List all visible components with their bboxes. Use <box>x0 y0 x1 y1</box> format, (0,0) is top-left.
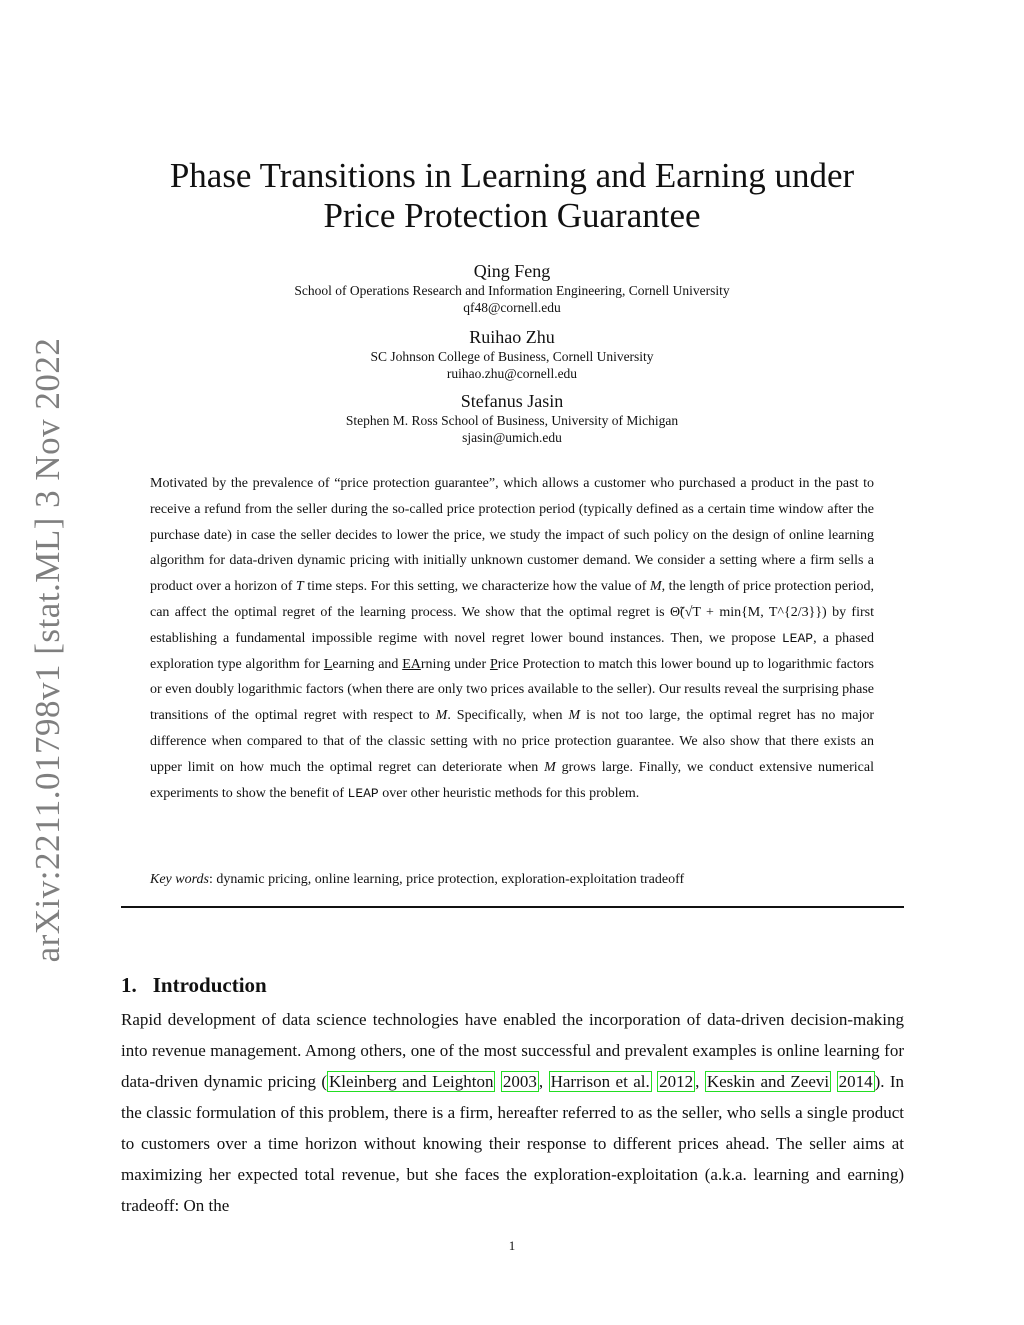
abstract-paragraph <box>150 471 874 806</box>
author-email[interactable]: ruihao.zhu@cornell.edu <box>446 366 578 381</box>
citation-separator: , <box>695 1072 705 1091</box>
algorithm-name: LEAP <box>781 630 814 646</box>
abstract-text: Motivated by the prevalence of “price protection guarantee”, which allows a customer who purchased a product in the past to receive a refund from the seller during the so-called price protection period (typically defined as a certain time window after the purchase date) in case the seller decides to lower the price, we study the impact of such policy on the design of online learning algorithm for data-driven dynamic pricing with initially unknown customer demand. We consider a setting where a firm sells a product over a horizon of <box>150 476 874 595</box>
abstract-text: , the length of price protection period, can affect the optimal regret of the learning process. We show that the optimal regret is <box>150 579 874 620</box>
math-T: T <box>295 579 304 595</box>
section-title: Introduction <box>152 973 267 997</box>
intro-text: Rapid development of data science technologies have enabled the incorporation of data-driven decision-making into revenue management. Among others, one of the most successful and prevalent examples is online learning for data-driven dynamic pricing ( <box>121 1010 904 1091</box>
abstract-text: rning under <box>420 656 490 672</box>
abstract-text: grows large. Finally, we conduct extensive numerical experiments to show the benefit of <box>150 759 874 801</box>
abstract-text: time steps. For this setting, we characterize how the value of <box>303 579 650 595</box>
citation-year-link[interactable]: 2012 <box>659 1072 694 1091</box>
title-line-1: Phase Transitions in Learning and Earning under <box>169 156 855 195</box>
author-affiliation: Stephen M. Ross School of Business, University of Michigan <box>345 413 679 428</box>
abstract-text: earning and <box>332 656 403 672</box>
author-name: Stefanus Jasin <box>460 391 564 411</box>
acronym-letter: L <box>323 656 333 672</box>
introduction-body <box>121 1004 904 1221</box>
keywords-text: dynamic pricing, online learning, price protection, exploration-exploitation tradeoff <box>216 872 685 887</box>
abstract-text: is not too large, the optimal regret has no major difference when compared to that of the classic setting with no price protection guarantee. We also show that there exists an upper limit on how much the optimal regret can deteriorate when <box>150 708 874 775</box>
abstract-text: . Specifically, when <box>447 708 569 724</box>
section-number: 1. <box>121 973 137 997</box>
intro-paragraph <box>121 1004 904 1221</box>
author-email[interactable]: sjasin@umich.edu <box>462 430 562 445</box>
acronym-letter: EA <box>402 656 421 672</box>
section-heading <box>121 973 267 998</box>
page-number: 1 <box>508 1238 516 1253</box>
author-affiliation: School of Operations Research and Information Engineering, Cornell University <box>294 283 730 298</box>
math-M: M <box>435 708 448 724</box>
citation-link[interactable]: Kleinberg and Leighton <box>329 1072 494 1091</box>
citation-separator: , <box>538 1072 549 1091</box>
keywords-separator: : <box>208 872 213 887</box>
keywords-label: Key words <box>150 872 209 887</box>
citation-link[interactable]: Keskin and Zeevi <box>706 1072 830 1091</box>
author-name: Qing Feng <box>473 261 551 281</box>
keywords <box>150 870 684 890</box>
acronym-letter: P <box>489 656 498 672</box>
math-M: M <box>568 708 581 724</box>
author-block-3 <box>0 390 1024 446</box>
author-block-2 <box>0 326 1024 382</box>
math-M: M <box>649 579 662 595</box>
title-line-2: Price Protection Guarantee <box>323 196 701 235</box>
abstract <box>150 471 874 806</box>
math-M: M <box>544 759 556 775</box>
author-name: Ruihao Zhu <box>469 327 555 347</box>
author-block-1 <box>0 260 1024 316</box>
abstract-text: , a phased exploration type algorithm for <box>150 630 874 672</box>
abstract-text: rice Protection to match this lower bound up to logarithmic factors or even doubly logarithmic factors (when there are only two prices available to the seller). Our results reveal the surprising phase transitions of the optimal regret with respect to <box>150 656 875 724</box>
author-affiliation: SC Johnson College of Business, Cornell University <box>370 349 654 364</box>
citation-year-link[interactable]: 2014 <box>838 1072 873 1091</box>
abstract-text: over other heuristic methods for this problem. <box>378 785 640 801</box>
regret-expression: Θ̃(√T + min{M, T^{2/3}}) <box>669 604 827 620</box>
algorithm-name: LEAP <box>347 785 379 801</box>
section-divider <box>121 906 904 908</box>
citation-year-link[interactable]: 2003 <box>502 1072 537 1091</box>
paper-title <box>0 156 1024 236</box>
arxiv-identifier-stamp: arXiv:2211.01798v1 [stat.ML] 3 Nov 2022 <box>28 337 67 963</box>
abstract-text: by first establishing a fundamental impossible regime with novel regret lower bound instances. Then, we propose <box>150 604 874 646</box>
citation-link[interactable]: Harrison et al. <box>550 1072 650 1091</box>
intro-text: ). In the classic formulation of this problem, there is a firm, hereafter referred to as the seller, who sells a single product to customers over a time horizon without knowing their response to different prices ahead. The seller aims at maximizing her expected total revenue, but she faces the exploration-exploitation (a.k.a. learning and earning) tradeoff: On the <box>121 1072 905 1215</box>
author-email[interactable]: qf48@cornell.edu <box>463 300 561 315</box>
